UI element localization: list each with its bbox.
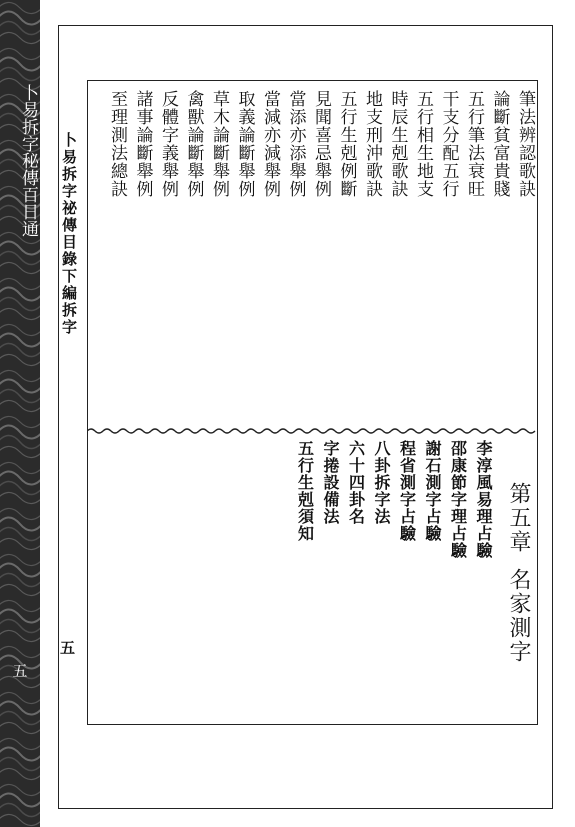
toc-entry: 草木論斷舉例 xyxy=(209,90,229,198)
toc-entry: 五行相生地支 xyxy=(413,90,433,198)
chapter-heading xyxy=(504,482,532,664)
toc-entry: 五行生剋須知 xyxy=(295,440,315,542)
toc-entry: 李淳風易理占驗 xyxy=(474,440,493,559)
lower-contents-area xyxy=(290,432,536,722)
toc-entry: 八卦拆字法 xyxy=(372,440,391,525)
lower-contents-list xyxy=(292,440,496,559)
toc-entry: 禽獸論斷舉例 xyxy=(183,90,204,198)
toc-entry: 諸事論斷舉例 xyxy=(132,90,153,198)
toc-entry: 謝石測字占驗 xyxy=(423,440,442,542)
toc-entry: 見聞喜忌舉例 xyxy=(311,90,331,198)
header-topic: 拆字 xyxy=(60,302,78,336)
toc-entry: 取義論斷舉例 xyxy=(234,90,255,198)
toc-entry: 當添亦添舉例 xyxy=(285,90,306,198)
toc-entry: 筆法辨認歌訣 xyxy=(515,90,535,198)
toc-entry: 反體字義舉例 xyxy=(158,90,178,198)
toc-entry: 六十四卦名 xyxy=(346,440,366,525)
toc-entry: 當減亦減舉例 xyxy=(260,90,280,198)
toc-entry: 地支刑沖歌訣 xyxy=(362,90,382,198)
toc-entry: 時辰生剋歌訣 xyxy=(387,90,408,198)
toc-entry: 邵康節字理占驗 xyxy=(448,440,468,559)
running-header xyxy=(56,132,82,336)
header-book-title: 卜易拆字祕傳 xyxy=(60,132,78,234)
toc-entry: 程省測字占驗 xyxy=(397,440,417,542)
upper-contents-list xyxy=(97,90,537,420)
chapter-title: 名家測字 xyxy=(506,568,531,664)
toc-entry: 至理測法總訣 xyxy=(107,90,127,198)
toc-entry: 字捲設備法 xyxy=(321,440,340,525)
page-number: 五 xyxy=(60,639,76,657)
decorative-side-strip xyxy=(0,0,40,827)
side-strip-page-number: 五 xyxy=(12,662,28,680)
toc-entry: 五行生剋例斷 xyxy=(336,90,357,198)
chapter-number: 第五章 xyxy=(506,482,531,554)
side-strip-title: 卜易拆字秘傳百日通 xyxy=(18,84,38,237)
toc-entry: 論斷貧富貴賤 xyxy=(489,90,510,198)
toc-entry: 五行筆法衰旺 xyxy=(464,90,484,198)
toc-entry: 干支分配五行 xyxy=(438,90,459,198)
header-part: 下編 xyxy=(60,268,78,302)
header-section: 目錄 xyxy=(60,234,78,268)
